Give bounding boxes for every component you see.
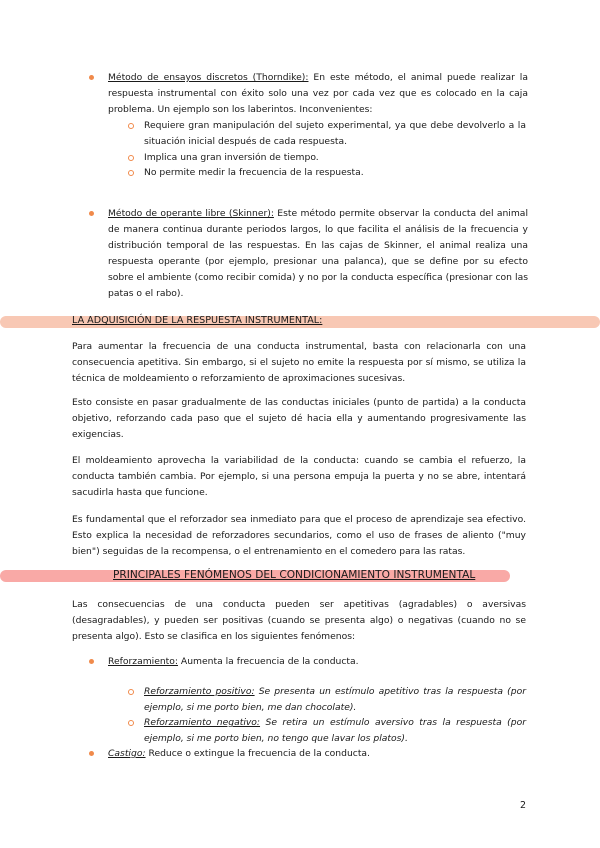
paragraph: Es fundamental que el reforzador sea inmediato para que el proceso de aprendizaje sea efectivo. Esto explica la necesidad de reforzadores secundarios, como el uso de frases de aliento ("muy bien") seguidas de la recompensa, o el entrenamiento en el comedero para las ratas. — [72, 514, 526, 557]
bullet-icon — [89, 751, 94, 756]
paragraph: El moldeamiento aprovecha la variabilidad de la conducta: cuando se cambia el refuerzo, la conducta también cambia. Por ejemplo, si una persona empuja la puerta y no se abre, intentará sacudirla hasta que funcione. — [72, 455, 526, 498]
sublist-text: Implica una gran inversión de tiempo. — [144, 152, 319, 163]
bullet-icon — [89, 75, 94, 80]
section-heading: PRINCIPALES FENÓMENOS DEL CONDICIONAMIENTO INSTRUMENTAL — [113, 569, 476, 581]
sublist-text: Se retira un estímulo aversivo tras la respuesta (por ejemplo, si me porto bien, no tengo que lavar los platos). — [144, 717, 526, 744]
paragraph: Esto consiste en pasar gradualmente de las conductas iniciales (punto de partida) a la conducta objetivo, reforzando cada paso que el sujeto dé hacia ella y aumentando progresivamente las exigencias. — [72, 397, 526, 440]
list-text: Aumenta la frecuencia de la conducta. — [178, 656, 359, 667]
list-term: Método de operante libre (Skinner): — [108, 208, 274, 219]
sublist-item — [144, 165, 526, 181]
circle-bullet-icon — [128, 720, 134, 726]
list-item-skinner — [86, 206, 528, 302]
circle-bullet-icon — [128, 123, 134, 129]
list-term: Castigo: — [108, 748, 146, 759]
sublist-item — [144, 715, 526, 747]
bullet-icon — [89, 659, 94, 664]
sublist-text: No permite medir la frecuencia de la respuesta. — [144, 167, 364, 178]
list-item-reforzamiento — [86, 654, 528, 670]
page-number: 2 — [520, 800, 527, 811]
sublist-item — [144, 684, 526, 716]
circle-bullet-icon — [128, 155, 134, 161]
paragraph: Para aumentar la frecuencia de una conducta instrumental, basta con relacionarla con una consecuencia apetitiva. Sin embargo, si el sujeto no emite la respuesta por sí mismo, se utiliza la técnica de moldeamiento o reforzamiento de aproximaciones sucesivas. — [72, 341, 526, 384]
list-item-castigo — [86, 746, 528, 762]
list-text: En este método, el animal puede realizar la respuesta instrumental con éxito solo una vez por cada vez que es colocado en la caja problema. Un ejemplo son los laberintos. Inconvenientes: — [108, 72, 528, 115]
list-text: Este método permite observar la conducta del animal de manera continua durante periodos largos, lo que facilita el análisis de la frecuencia y distribución temporal de las respuestas. En las cajas de Skinner, el animal realiza una respuesta operante (por ejemplo, presionar una palanca), que se define por su efecto sobre el ambiente (como recibir comida) y no por la conducta específica (presionar con las patas o el rabo). — [108, 208, 528, 299]
sublist-term: Reforzamiento positivo: — [144, 686, 255, 697]
list-term: Reforzamiento: — [108, 656, 179, 667]
list-item-thorndike — [86, 70, 528, 118]
sublist-item — [144, 150, 526, 166]
sublist-term: Reforzamiento negativo: — [144, 717, 261, 728]
sublist-text: Requiere gran manipulación del sujeto experimental, ya que debe devolverlo a la situación inicial después de cada respuesta. — [144, 120, 526, 147]
list-term: Método de ensayos discretos (Thorndike): — [108, 72, 309, 83]
sublist-item — [144, 118, 526, 150]
bullet-icon — [89, 211, 94, 216]
list-text: Reduce o extingue la frecuencia de la conducta. — [145, 748, 370, 759]
circle-bullet-icon — [128, 170, 134, 176]
paragraph: Las consecuencias de una conducta pueden ser apetitivas (agradables) o aversivas (desagradables), y pueden ser positivas (cuando se presenta algo) o negativas (cuando no se presenta algo). Esto se clasifica en los siguientes fenómenos: — [72, 599, 526, 642]
section-heading: LA ADQUISICIÓN DE LA RESPUESTA INSTRUMENTAL: — [72, 315, 323, 326]
circle-bullet-icon — [128, 689, 134, 695]
sublist-text: Se presenta un estímulo apetitivo tras la respuesta (por ejemplo, si me porto bien, me dan chocolate). — [144, 686, 526, 713]
